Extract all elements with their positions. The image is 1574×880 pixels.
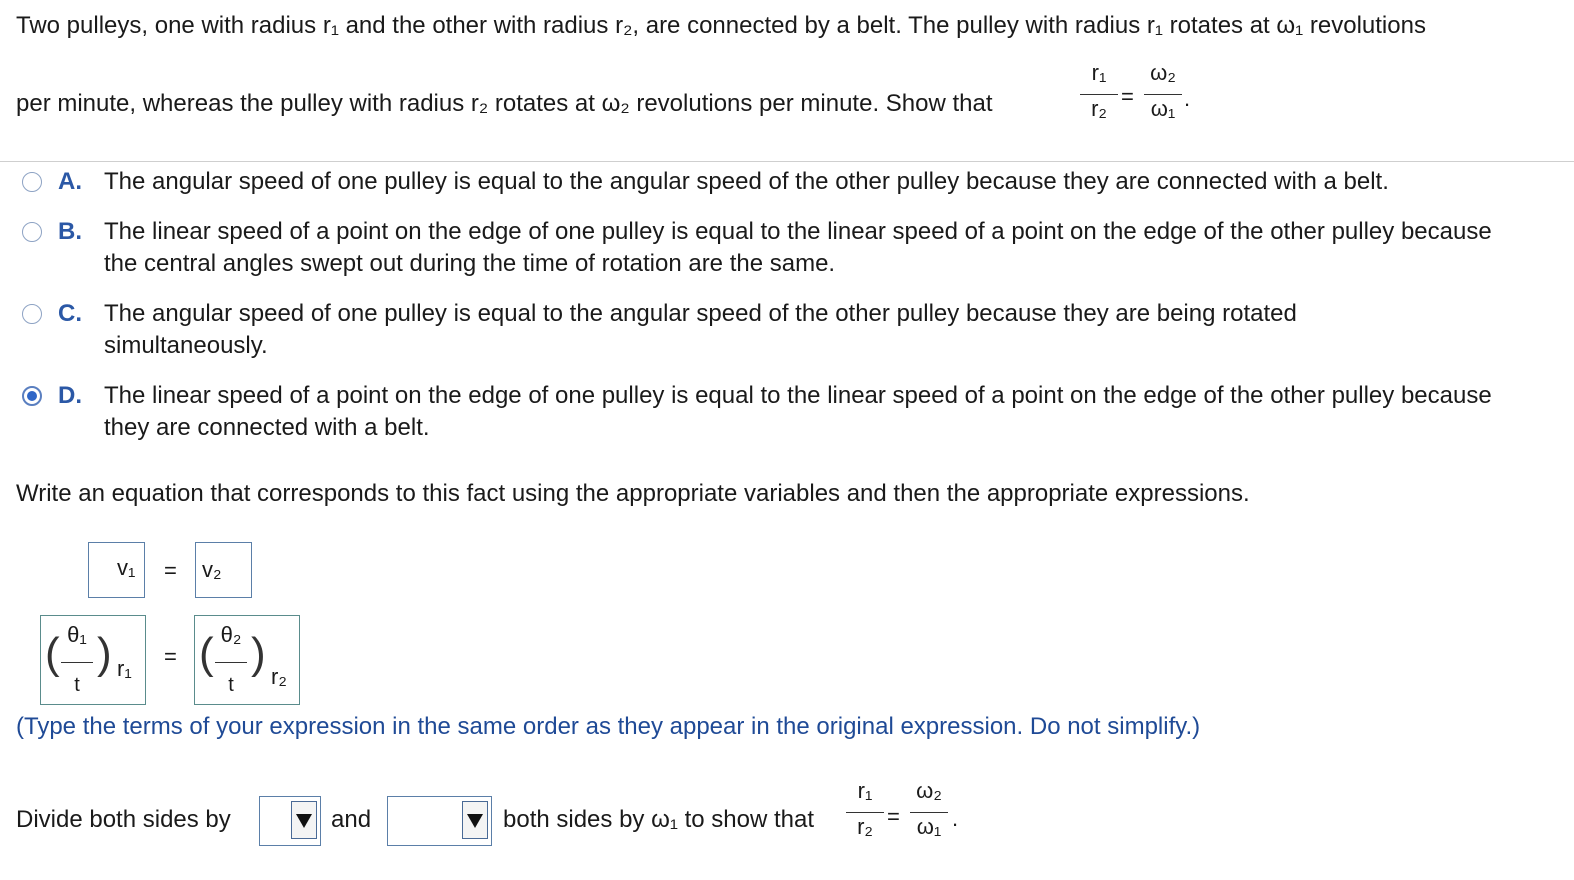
question-line-1: Two pulleys, one with radius r₁ and the other with radius r₂, are connected by a belt. The pulley with radius r₁ rotates at ω₁ revolutions [16, 12, 1426, 39]
answer-v1: v₁ [117, 555, 136, 580]
instruction-hint: (Type the terms of your expression in the same order as they appear in the original expression. Do not simplify.) [16, 713, 1201, 740]
fraction-bar [846, 812, 884, 813]
fraction-denominator: t [228, 674, 234, 696]
question-line-2: per minute, whereas the pulley with radius r₂ rotates at ω₂ revolutions per minute. Show that [16, 90, 993, 117]
radio-button-a[interactable] [22, 172, 42, 192]
answer-r1: r₁ [117, 656, 132, 681]
option-text: The linear speed of a point on the edge of one pulley is equal to the linear speed of a point on the edge of the other pulley because the central angles swept out during the time of rotation are the same. [104, 218, 1492, 277]
fraction-numerator: ω₂ [916, 778, 942, 803]
right-paren: ) [251, 629, 266, 678]
equals-sign: = [164, 558, 177, 583]
dropdown-arrow-icon[interactable] [291, 801, 317, 839]
left-paren: ( [45, 629, 60, 678]
fraction-numerator: ω₂ [1150, 60, 1176, 85]
separator [0, 161, 1574, 162]
left-paren: ( [199, 629, 214, 678]
equals-sign: = [164, 644, 177, 669]
option-text: The linear speed of a point on the edge of one pulley is equal to the linear speed of a point on the edge of the other pulley because they are connected with a belt. [104, 382, 1492, 441]
radio-button-c[interactable] [22, 304, 42, 324]
fraction-numerator: r₁ [857, 778, 873, 803]
dropdown-operation[interactable] [387, 796, 492, 846]
divide-label: Divide both sides by [16, 806, 231, 833]
option-letter: B. [58, 218, 82, 245]
fraction-numerator: r₁ [1091, 60, 1107, 85]
answer-r2: r₂ [271, 664, 287, 689]
answer-v2: v₂ [202, 557, 222, 582]
fraction-bar [1080, 94, 1118, 95]
option-text: The angular speed of one pulley is equal to the angular speed of the other pulley because they are being rotated simultaneously. [104, 300, 1297, 359]
dropdown-divide[interactable] [259, 796, 321, 846]
answer-box-v1[interactable] [88, 542, 145, 598]
option-letter: A. [58, 168, 82, 195]
fraction-bar [61, 662, 93, 663]
fraction-numerator: θ₂ [220, 622, 242, 647]
fraction-numerator: θ₁ [67, 622, 87, 647]
radio-button-b[interactable] [22, 222, 42, 242]
fraction-denominator: ω₁ [1150, 96, 1176, 121]
both-sides-label: both sides by ω₁ to show that [503, 806, 815, 833]
period: . [1184, 86, 1191, 111]
fraction-bar [215, 662, 247, 663]
option-text: The angular speed of one pulley is equal to the angular speed of the other pulley because they are connected with a belt. [104, 168, 1389, 195]
period: . [952, 806, 959, 831]
answer-box-theta2-expression[interactable] [194, 615, 300, 705]
fraction-bar [1144, 94, 1182, 95]
right-paren: ) [97, 629, 112, 678]
radio-button-d-selected[interactable] [22, 386, 42, 406]
answer-box-theta1-expression[interactable] [40, 615, 146, 705]
dropdown-arrow-icon[interactable] [462, 801, 488, 839]
equals-sign: = [1121, 84, 1134, 109]
answer-box-v2[interactable] [195, 542, 252, 598]
equals-sign: = [887, 804, 900, 829]
fraction-denominator: t [74, 674, 80, 696]
fraction-denominator: ω₁ [916, 814, 942, 839]
fraction-bar [910, 812, 948, 813]
option-letter: C. [58, 300, 82, 327]
equation-prompt: Write an equation that corresponds to this fact using the appropriate variables and then the appropriate expressions. [16, 480, 1250, 507]
and-label: and [331, 806, 372, 833]
option-letter: D. [58, 382, 82, 409]
fraction-denominator: r₂ [857, 814, 873, 839]
fraction-denominator: r₂ [1091, 96, 1107, 121]
